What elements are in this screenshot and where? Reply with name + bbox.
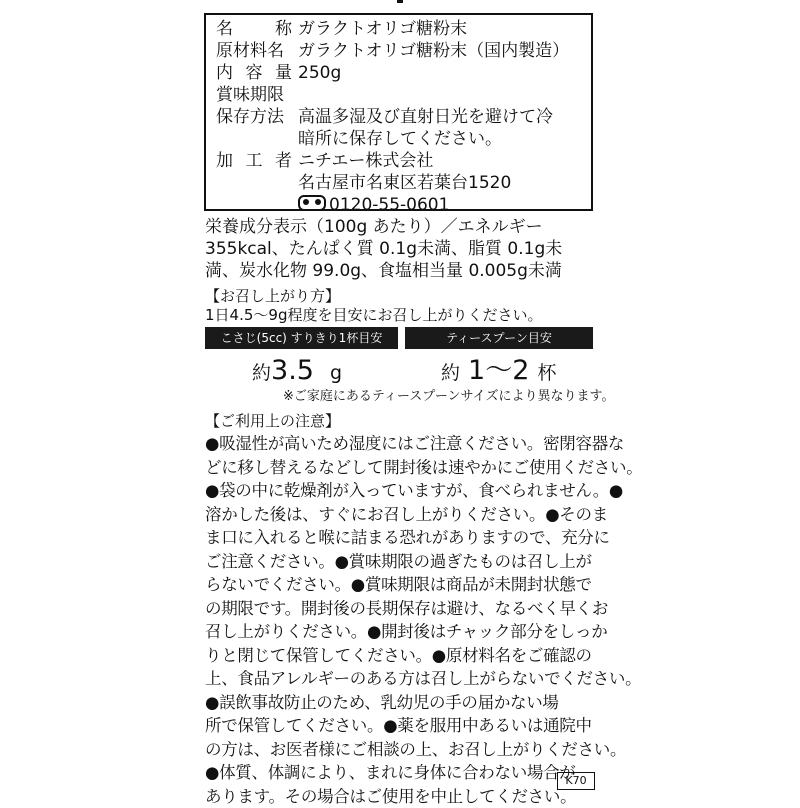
- teaspoon-amount: 約 1～2 杯: [441, 352, 556, 392]
- note-line: ●体質、体調により、まれに身体に合わない場合が: [205, 761, 597, 785]
- storage-label: 保存方法: [216, 106, 296, 128]
- content-value: 250g: [298, 62, 341, 84]
- nutrition-line-1: 栄養成分表示（100g あたり）／エネルギー: [205, 216, 543, 238]
- note-line: どに移し替えるなどして開封後は速やかにご使用ください。: [205, 456, 597, 480]
- note-line: ご注意ください。●賞味期限の過ぎたものは召し上が: [205, 550, 597, 574]
- phone-number: 0120-55-0601: [329, 195, 449, 215]
- spoon-amount: 約3.5 g: [252, 352, 342, 392]
- usage-heading: 【お召し上がり方】: [205, 285, 340, 307]
- storage-line-2: 暗所に保存してください。: [298, 128, 502, 150]
- note-line: らないでください。●賞味期限は商品が未開封状態で: [205, 573, 597, 597]
- note-line: 召し上がりください。●開封後はチャック部分をしっか: [205, 620, 597, 644]
- maker-address: 名古屋市名東区若葉台1520: [298, 172, 511, 194]
- phone-line: [298, 194, 449, 216]
- product-spec-box: 名 称 ガラクトオリゴ糖粉末 原材料名 ガラクトオリゴ糖粉末（国内製造） 内 容 量 250g 賞味期限 保存方法 高温多湿及び直射日光を避けて冷 暗所に保存してください。 加 工 者 ニチエー株式会社 名古屋市名東区若葉台1520 0120-55-0601: [204, 13, 593, 211]
- freedial-icon: [298, 195, 326, 211]
- note-line: の期限です。開封後の長期保存は避け、なるべく早くお: [205, 597, 597, 621]
- top-registration-mark: [397, 0, 403, 3]
- usage-text: 1日4.5～9g程度を目安にお召し上がりください。: [205, 304, 542, 326]
- nutrition-line-2: 355kcal、たんぱく質 0.1g未満、脂質 0.1g未: [205, 238, 562, 260]
- note-line: ま口に入れると喉に詰まる恐れがありますので、充分に: [205, 526, 597, 550]
- product-name: ガラクトオリゴ糖粉末: [298, 18, 467, 40]
- note-line: 溶かした後は、すぐにお召し上がりください。●そのま: [205, 503, 597, 527]
- best-before-label: 賞味期限: [216, 84, 296, 106]
- note-line: ●吸湿性が高いため湿度にはご注意ください。密閉容器な: [205, 432, 597, 456]
- note-line: ●誤飲事故防止のため、乳幼児の手の届かない場: [205, 691, 597, 715]
- teaspoon-header: ティースプーン目安: [405, 327, 593, 349]
- spoon-header: こさじ(5cc) すりきり1杯目安: [205, 327, 398, 349]
- ingredient-value: ガラクトオリゴ糖粉末（国内製造）: [298, 40, 569, 62]
- maker-name: ニチエー株式会社: [298, 150, 433, 172]
- note-line: 上、食品アレルギーのある方は召し上がらないでください。: [205, 667, 597, 691]
- note-line: あります。その場合はご使用を中止してください。: [205, 785, 597, 808]
- note-line: 所で保管してください。●薬を服用中あるいは通院中: [205, 714, 597, 738]
- storage-line-1: 高温多湿及び直射日光を避けて冷: [298, 106, 553, 128]
- note-line: りと閉じて保管してください。●原材料名をご確認の: [205, 644, 597, 668]
- spoon-footnote: ※ご家庭にあるティースプーンサイズにより異なります。: [283, 386, 614, 408]
- note-line: の方は、お医者様にご相談の上、お召し上がりください。: [205, 738, 597, 762]
- notes-body: [205, 432, 597, 808]
- nutrition-line-3: 満、炭水化物 99.0g、食塩相当量 0.005g未満: [205, 260, 562, 282]
- ingredient-label: 原材料名: [216, 40, 296, 62]
- product-code: K70: [557, 772, 595, 790]
- notes-heading: 【ご利用上の注意】: [205, 410, 340, 432]
- note-line: ●袋の中に乾燥剤が入っていますが、食べられません。●: [205, 479, 597, 503]
